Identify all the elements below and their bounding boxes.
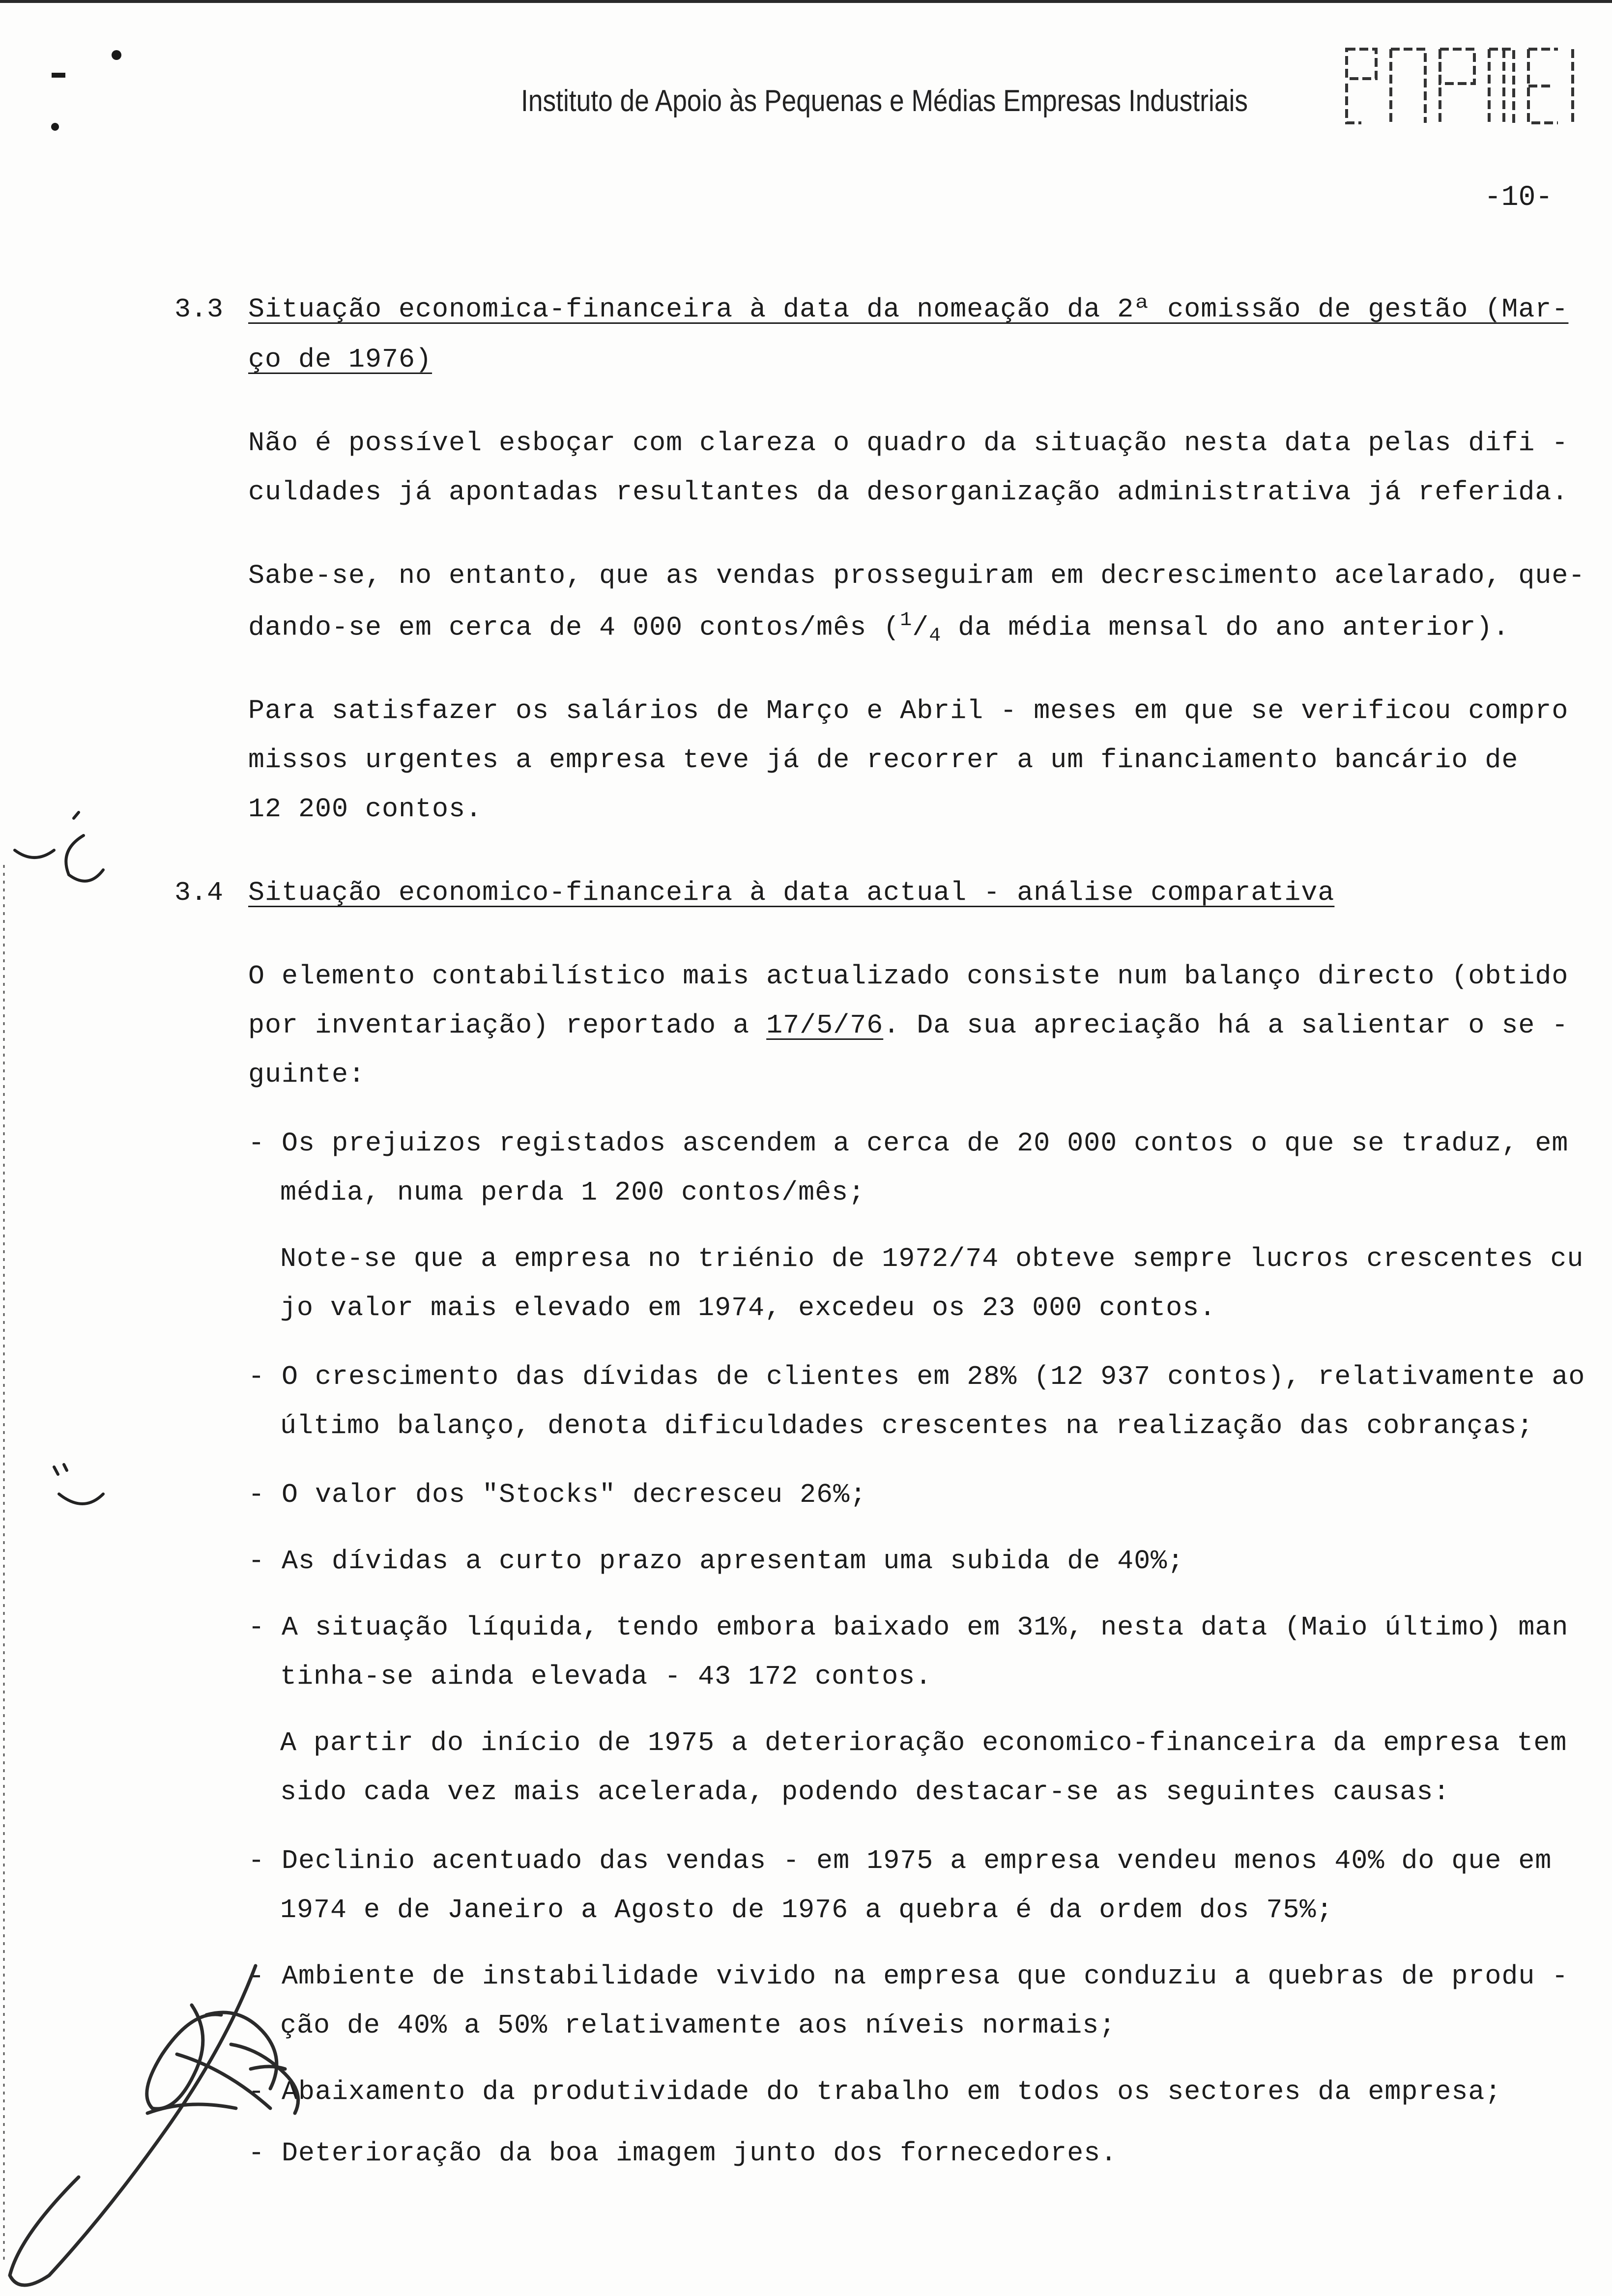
bullet-dividas-clientes-line-1: - O crescimento das dívidas de clientes em 28% (12 937 contos), relativamente ao [248,1361,1585,1392]
section-3-3-number: 3.3 [174,294,224,325]
s33-paragraph-3-line-2: missos urgentes a empresa teve já de recorrer a um financiamento bancário de [248,745,1519,775]
note-deterioracao-line-2: sido cada vez mais acelerada, podendo destacar-se as seguintes causas: [280,1777,1450,1808]
bullet-prejuizos-line-1: - Os prejuizos registados ascendem a cerca de 20 000 contos o que se traduz, em [248,1128,1569,1159]
scan-tick [74,812,79,818]
s33-paragraph-3-line-3: 12 200 contos. [248,794,483,825]
scan-tick [54,1464,67,1474]
hole-punch-mark [15,850,54,858]
s33-paragraph-1-line-1: Não é possível esboçar com clareza o quadro da situação nesta data pelas difi - [248,428,1569,459]
scan-dot [51,123,59,131]
s34-paragraph-1-line-2 [248,1010,1568,1041]
hole-punch-mark [66,835,103,881]
bullet-situacao-liquida-line-1: - A situação líquida, tendo embora baixado em 31%, nesta data (Maio último) man [248,1612,1569,1643]
iapmei-logo-icon [1327,34,1583,138]
s34-paragraph-1-line-3: guinte: [248,1059,366,1090]
scan-edge-line [0,0,1612,3]
bullet-stocks: - O valor dos "Stocks" decresceu 26%; [248,1479,867,1510]
cause-produtividade: - Abaixamento da produtividade do trabalho em todos os sectores da empresa; [248,2076,1502,2107]
note-deterioracao-line-1: A partir do início de 1975 a deterioração economico-financeira da empresa tem [280,1727,1567,1758]
bullet-dividas-clientes-line-2: último balanço, denota dificuldades crescentes na realização das cobranças; [280,1410,1534,1441]
section-3-4-title: Situação economico-financeira à data actual - análise comparativa [248,877,1335,908]
fraction-denominator: 4 [929,625,942,647]
bullet-situacao-liquida-line-2: tinha-se ainda elevada - 43 172 contos. [280,1661,932,1692]
hole-punch-mark [59,1494,103,1504]
s33-paragraph-3-line-1: Para satisfazer os salários de Março e Abril - meses em que se verificou compro [248,695,1569,726]
s34-p1-text-a: por inventariação) reportado a [248,1010,767,1041]
s34-paragraph-1-line-1: O elemento contabilístico mais actualizado consiste num balanço directo (obtido [248,961,1569,992]
fraction-numerator: 1 [900,609,913,631]
note-trienio-line-1: Note-se que a empresa no triénio de 1972/74 obteve sempre lucros crescentes cu [280,1243,1584,1274]
institute-header: Instituto de Apoio às Pequenas e Médias Empresas Industriais [521,84,1248,118]
cause-vendas-line-1: - Declinio acentuado das vendas - em 1975 a empresa vendeu menos 40% do que em [248,1845,1552,1876]
cause-instabilidade-line-2: ção de 40% a 50% relativamente aos níveis normais; [280,2010,1116,2041]
note-trienio-line-2: jo valor mais elevado em 1974, excedeu os 23 000 contos. [280,1292,1216,1323]
scan-dot [112,50,121,60]
handwritten-signature-icon [10,1966,298,2285]
cause-imagem-fornecedores: - Deterioração da boa imagem junto dos fornecedores. [248,2138,1118,2169]
balance-date: 17/5/76 [766,1010,884,1041]
s34-p1-text-b: . Da sua apreciação há a salientar o se - [883,1010,1569,1041]
s33-p2-text-a: dando-se em cerca de 4 000 contos/mês ( [248,612,900,643]
section-3-4-number: 3.4 [174,877,224,908]
s33-p2-text-b: da média mensal do ano anterior). [941,612,1510,643]
s33-paragraph-2-line-2: dando-se em cerca de 4 000 contos/mês ($^1/_4$ da média mensal do ano anterior). [248,609,1510,647]
bullet-dividas-curto-prazo: - As dívidas a curto prazo apresentam uma subida de 40%; [248,1546,1184,1577]
s33-paragraph-1-line-2: culdades já apontadas resultantes da desorganização administrativa já referida. [248,477,1569,508]
s33-paragraph-2-line-1: Sabe-se, no entanto, que as vendas prosseguiram em decrescimento acelarado, que- [248,560,1585,591]
cause-instabilidade-line-1: - Ambiente de instabilidade vivido na empresa que conduziu a quebras de produ - [248,1961,1569,1992]
section-3-3-title-line-1: Situação economica-financeira à data da nomeação da 2ª comissão de gestão (Mar- [248,294,1569,325]
cause-vendas-line-2: 1974 e de Janeiro a Agosto de 1976 a quebra é da ordem dos 75%; [280,1894,1333,1925]
bullet-prejuizos-line-2: média, numa perda 1 200 contos/mês; [280,1177,865,1208]
section-3-3-title-line-2: ço de 1976) [248,344,432,375]
page-number: -10- [1484,182,1553,214]
scan-dash [52,73,65,78]
